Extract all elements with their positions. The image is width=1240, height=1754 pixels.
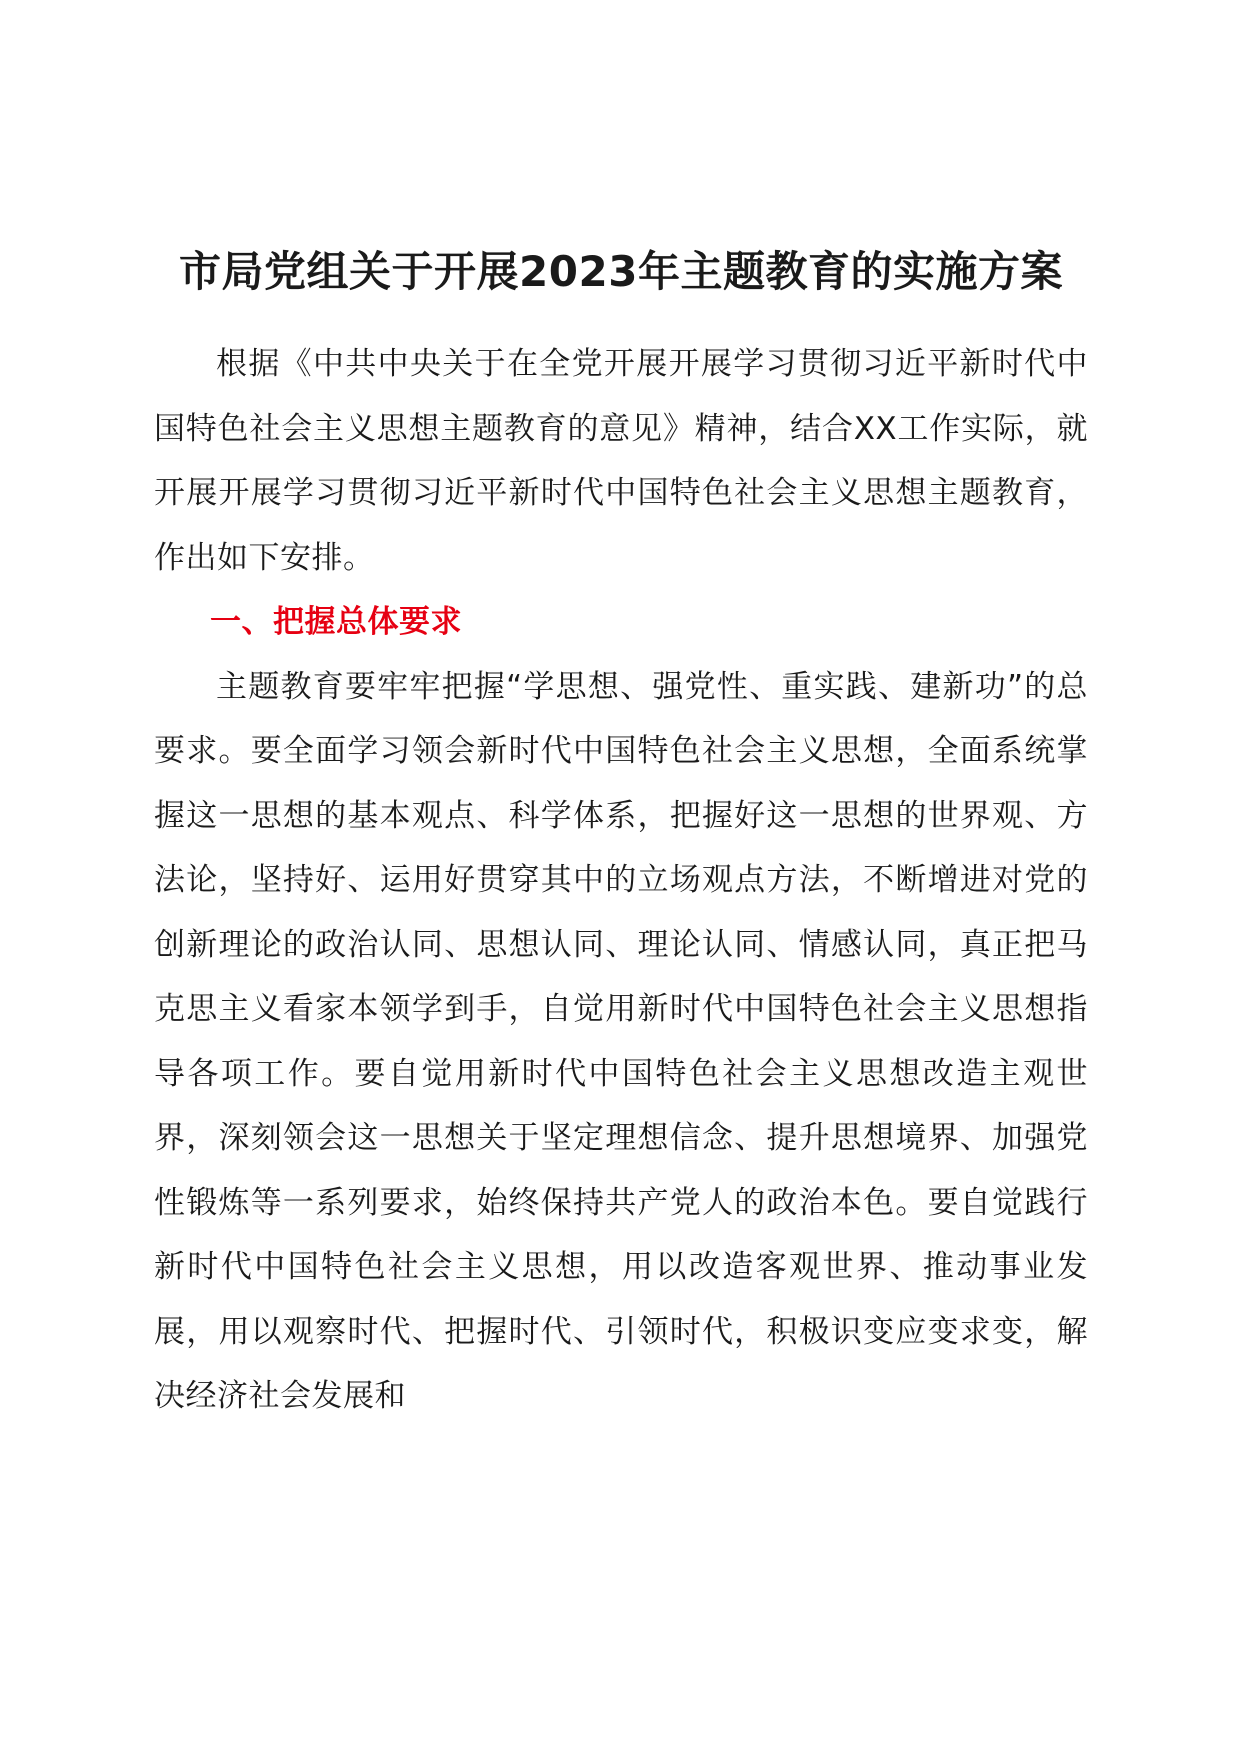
section-heading-overall-requirements: 一、把握总体要求 [210,604,462,640]
section-paragraph-overall-requirements: 主题教育要牢牢把握“学思想、强党性、重实践、建新功”的总要求。要全面学习领会新时代中国特色社会主义思想，全面系统掌握这一思想的基本观点、科学体系，把握好这一思想的世界观、方法论，坚持好、运用好贯穿其中的立场观点方法，不断增进对党的创新理论的政治认同、思想认同、理论认同、情感认同，真正把马克思主义看家本领学到手，自觉用新时代中国特色社会主义思想指导各项工作。要自觉用新时代中国特色社会主义思想改造主观世界，深刻领会这一思想关于坚定理想信念、提升思想境界、加强党性锻炼等一系列要求，始终保持共产党人的政治本色。要自觉践行新时代中国特色社会主义思想，用以改造客观世界、推动事业发展，用以观察时代、把握时代、引领时代，积极识变应变求变，解决经济社会发展和 [154,668,1088,1414]
intro-paragraph: 根据《中共中央关于在全党开展开展学习贯彻习近平新时代中国特色社会主义思想主题教育的意见》精神，结合XX工作实际，就开展开展学习贯彻习近平新时代中国特色社会主义思想主题教育，作出如下安排。 [154,346,1088,576]
document-title: 市局党组关于开展2023年主题教育的实施方案 [179,247,1063,296]
document-body [154,240,1088,1429]
